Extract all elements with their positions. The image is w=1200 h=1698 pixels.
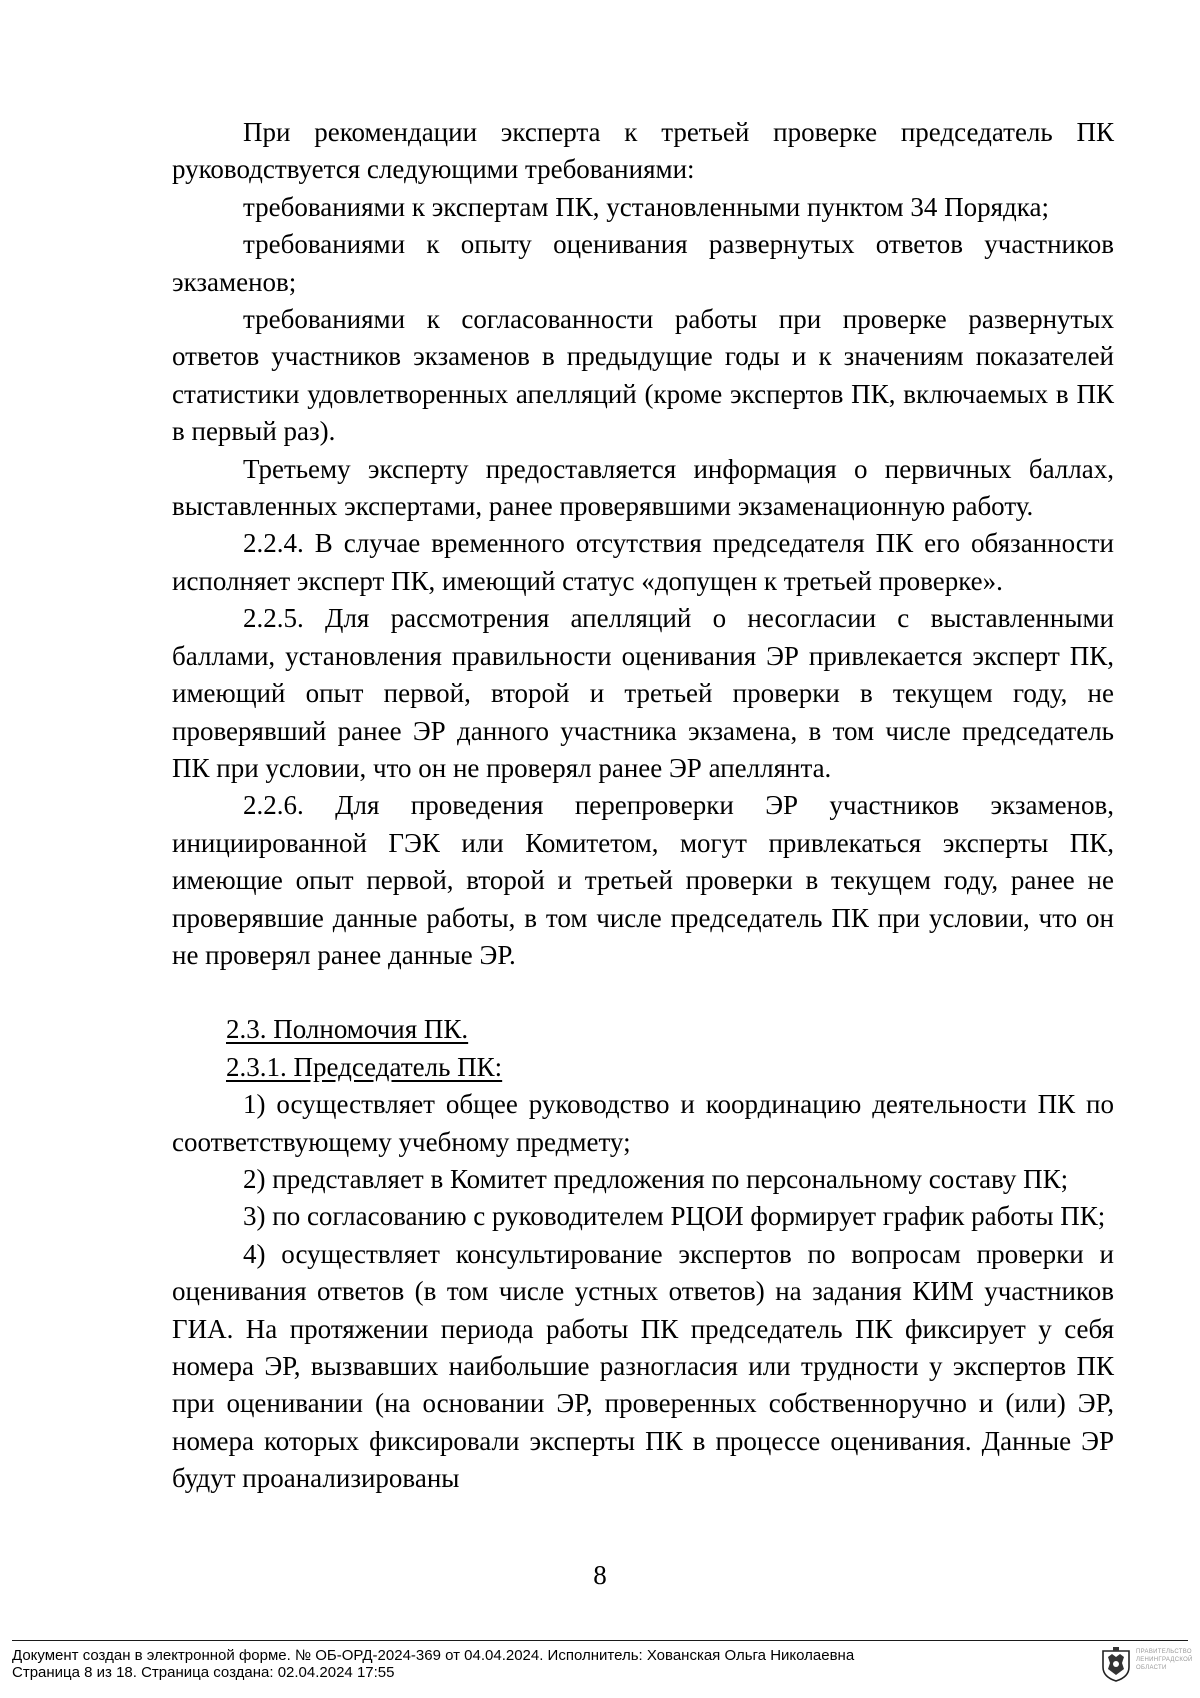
section-heading: 2.3.1. Председатель ПК: — [226, 1051, 503, 1082]
footer-divider — [12, 1640, 1188, 1641]
paragraph: требованиями к опыту оценивания развернутых ответов участников экзаменов; — [172, 229, 1114, 297]
paragraph: 1) осуществляет общее руководство и координацию деятельности ПК по соответствующему учебному предмету; — [172, 1089, 1114, 1157]
paragraph: 2) представляет в Комитет предложения по персональному составу ПК; — [243, 1163, 1069, 1194]
footer-logo-caption: ПРАВИТЕЛЬСТВО ЛЕНИНГРАДСКОЙ ОБЛАСТИ — [1136, 1649, 1193, 1671]
footer — [12, 1647, 854, 1681]
paragraph-spacer — [172, 974, 1114, 1011]
paragraph: 2.2.4. В случае временного отсутствия председателя ПК его обязанности исполняет эксперт ПК, имеющий статус «допущен к третьей проверке». — [172, 528, 1114, 596]
document-body — [172, 114, 1114, 1498]
paragraph: требованиями к согласованности работы при проверке развернутых ответов участников экзаменов в предыдущие годы и к значениям показателей статистики удовлетворенных апелляций (кроме экспертов ПК, включаемых в ПК в первый раз). — [172, 304, 1114, 447]
paragraph: требованиями к экспертам ПК, установленными пунктом 34 Порядка; — [243, 191, 1049, 222]
paragraph: Третьему эксперту предоставляется информация о первичных баллах, выставленных экспертами, ранее проверявшими экзаменационную работу. — [172, 453, 1114, 522]
paragraph: При рекомендации эксперта к третьей проверке председатель ПК руководствуется следующими требованиями: — [172, 117, 1114, 185]
section-heading: 2.3. Полномочия ПК. — [226, 1014, 469, 1045]
paragraph: 2.2.6. Для проведения перепроверки ЭР участников экзаменов, инициированной ГЭК или Комитетом, могут привлекаться эксперты ПК, имеющие опыт первой, второй и третьей проверки в текущем году, ранее не проверявшие данные работы, в том числе председатель ПК при условии, что он не проверял ранее данные ЭР. — [172, 790, 1114, 970]
coat-of-arms-icon — [1100, 1645, 1132, 1683]
footer-page-info: Страница 8 из 18. Страница создана: 02.04.2024 17:55 — [12, 1664, 395, 1681]
paragraph: 3) по согласованию с руководителем РЦОИ формирует график работы ПК; — [243, 1201, 1106, 1232]
paragraph: 4) осуществляет консультирование экспертов по вопросам проверки и оценивания ответов (в том числе устных ответов) на задания КИМ участников ГИА. На протяжении периода работы ПК председатель ПК фиксирует у себя номера ЭР, вызвавших наибольшие разногласия или трудности у экспертов ПК при оценивании (на основании ЭР, проверенных собственноручно и (или) ЭР, номера которых фиксировали эксперты ПК в процессе оценивания. Данные ЭР будут проанализированы — [172, 1238, 1114, 1494]
footer-document-info: Документ создан в электронной форме. № ОБ-ОРД-2024-369 от 04.04.2024. Исполнитель: Хованская Ольга Николаевна — [12, 1647, 855, 1664]
paragraph: 2.2.5. Для рассмотрения апелляций о несогласии с выставленными баллами, установления правильности оценивания ЭР привлекается эксперт ПК, имеющий опыт первой, второй и третьей проверки в текущем году, не проверявший ранее ЭР данного участника экзамена, в том числе председатель ПК при условии, что он не проверял ранее ЭР апеллянта. — [172, 603, 1114, 783]
page-number: 8 — [593, 1560, 607, 1590]
